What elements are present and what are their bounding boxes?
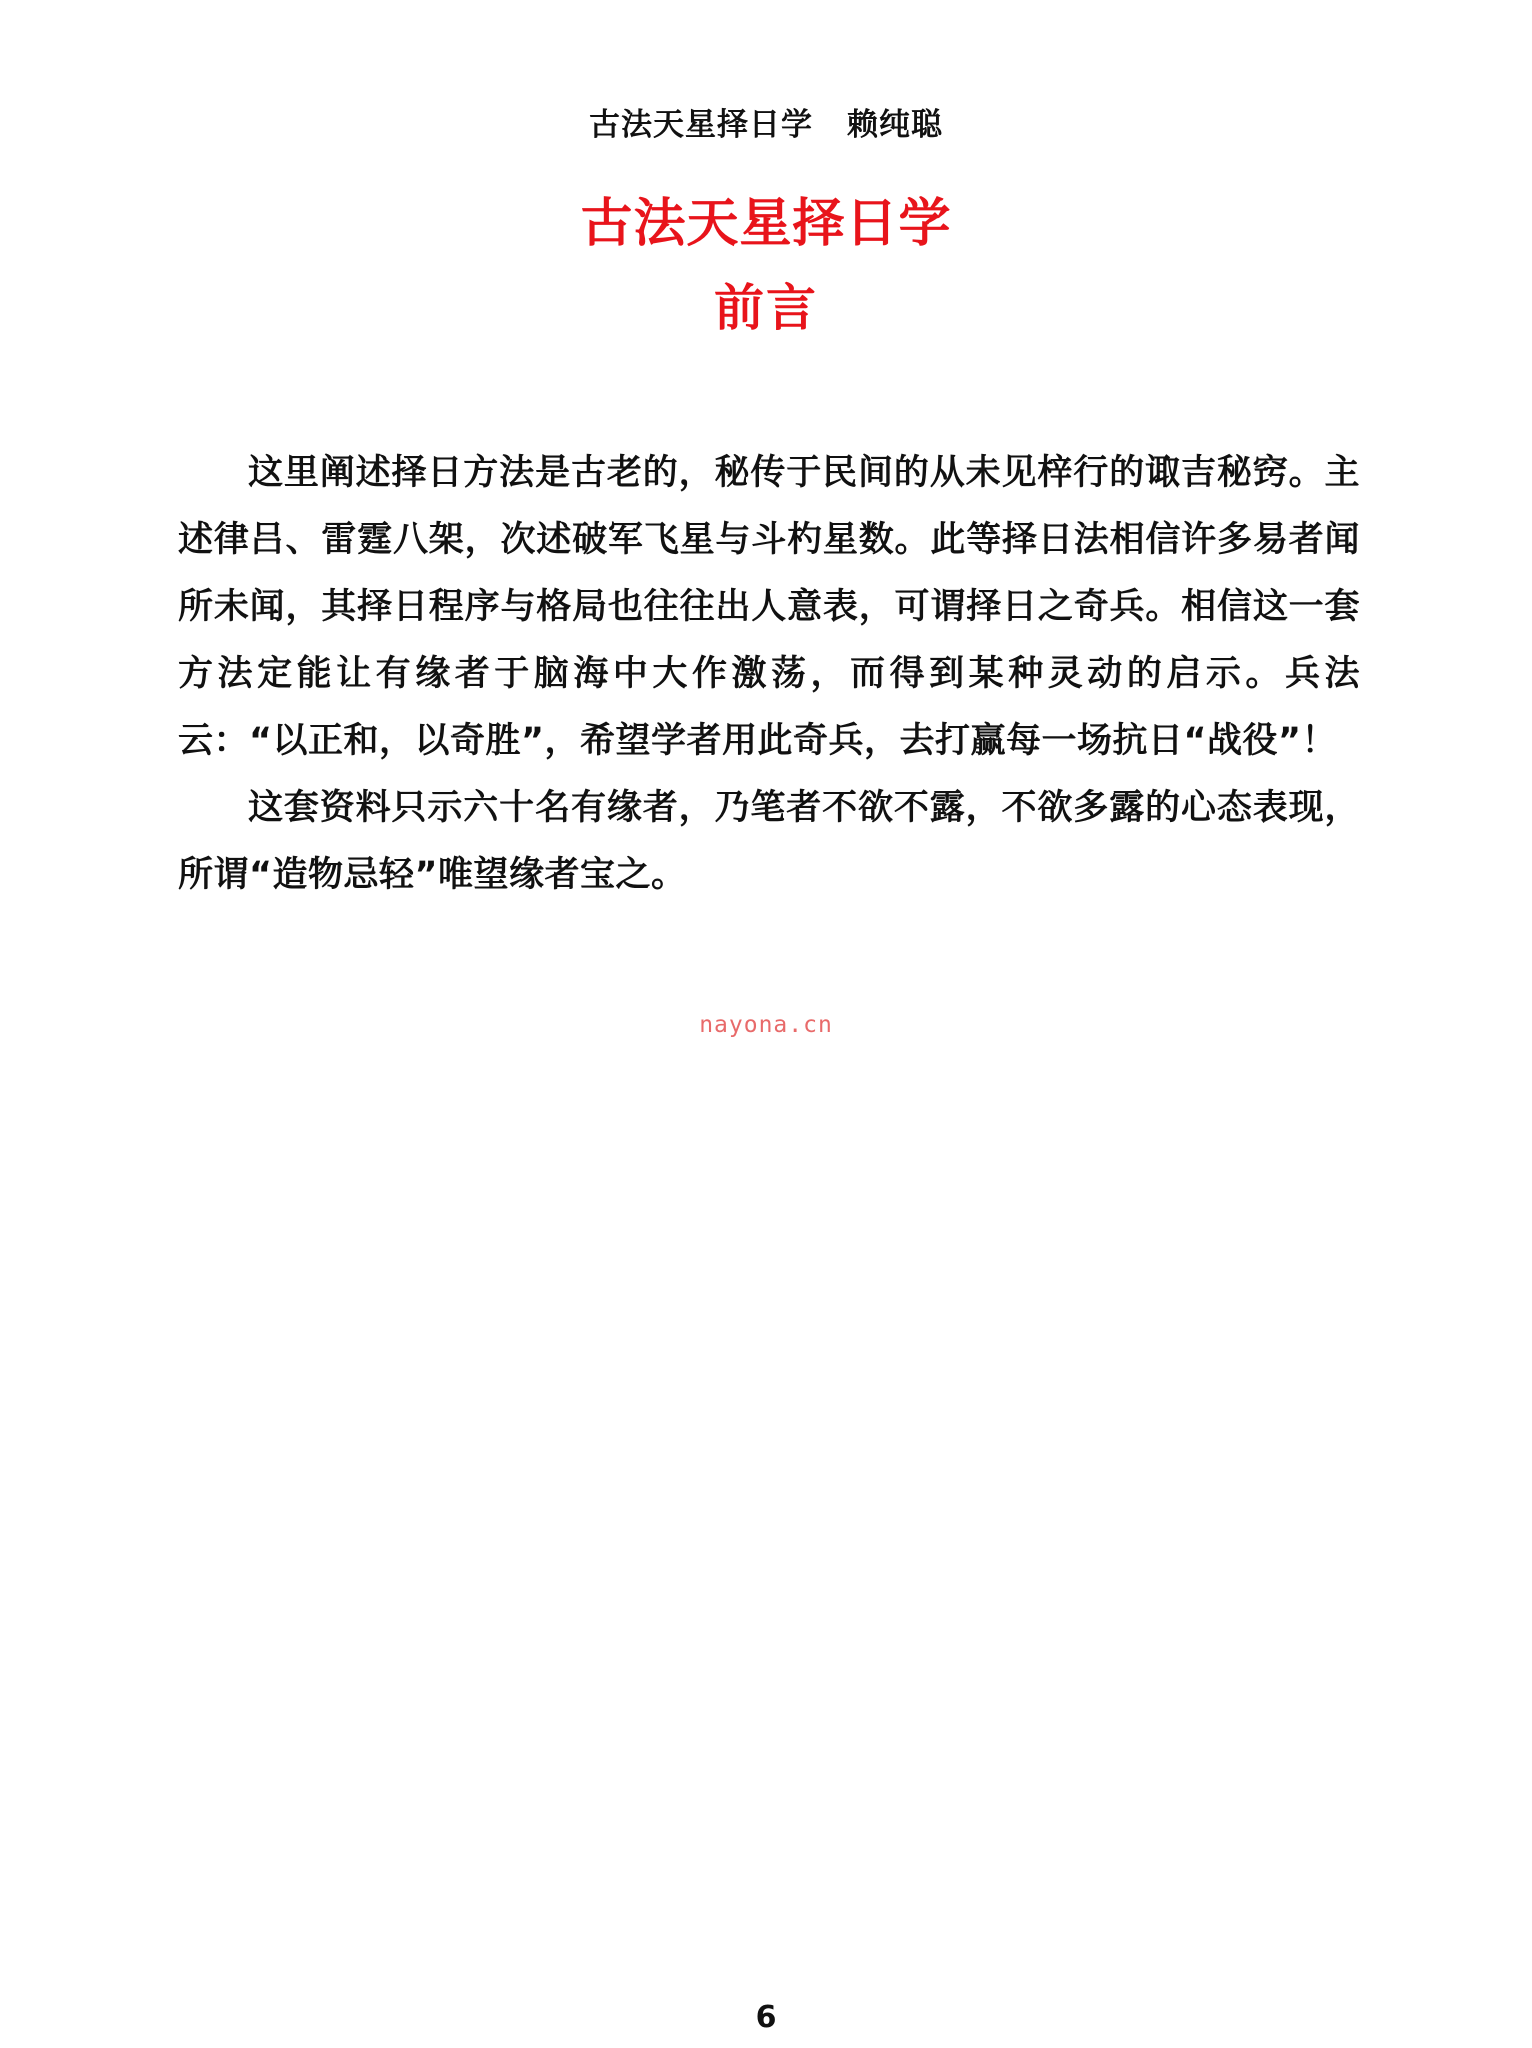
page-number: 6: [755, 2000, 777, 2035]
header-author: 赖纯聪: [847, 107, 943, 143]
running-header: [0, 105, 1532, 145]
document-title: 古法天星择日学: [580, 194, 952, 254]
paragraph: 这里阐述择日方法是古老的，秘传于民间的从未见梓行的诹吉秘窍。主述律吕、雷霆八架，次述破军飞星与斗杓星数。此等择日法相信许多易者闻所未闻，其择日程序与格局也往往出人意表，可谓择日之奇兵。相信这一套方法定能让有缘者于脑海中大作激荡，而得到某种灵动的启示。兵法云：“以正和，以奇胜”，希望学者用此奇兵，去打赢每一场抗日“战役”！: [178, 453, 1360, 761]
paragraph: 这套资料只示六十名有缘者，乃笔者不欲不露，不欲多露的心态表现，所谓“造物忌轻”唯望缘者宝之。: [178, 788, 1360, 895]
body-text: [178, 440, 1360, 909]
header-book-title: 古法天星择日学: [589, 107, 813, 143]
section-title: 前言: [714, 279, 818, 337]
watermark: nayona.cn: [699, 1012, 833, 1038]
